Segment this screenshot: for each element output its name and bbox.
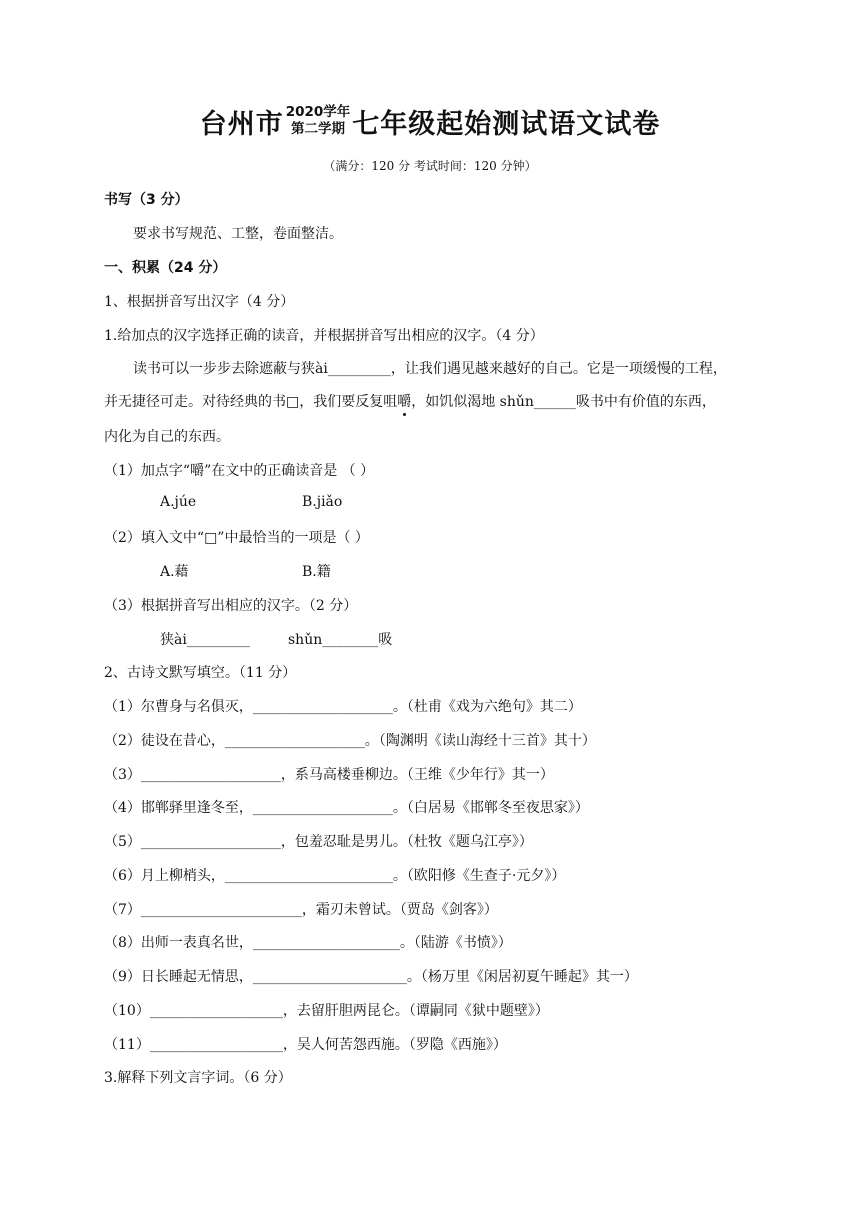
poem-blank-item: （9）日长睡起无情思，______________________。（杨万里《闲居初夏午睡起》其一） [104, 969, 638, 985]
title-year: 2020学年 [285, 104, 351, 120]
passage-text: ，如饥似渴地 shǔn______吸书中有价值的东西， [411, 394, 716, 410]
poem-blank-item: （7）_______________________，霜刃未曾试。（贾岛《剑客》） [104, 902, 498, 918]
poem-blank-item: （5）____________________，包羞忍耻是男儿。（杜牧《题乌江亭》） [104, 834, 533, 850]
poem-blank-item: （11）___________________，吴人何苦怨西施。（罗隐《西施》） [104, 1037, 507, 1053]
title-suffix: 七年级起始测试语文试卷 [352, 108, 661, 140]
q1-title: 1.给加点的汉字选择正确的读音，并根据拼音写出相应的汉字。（4 分） [104, 328, 544, 344]
q3-heading: 3.解释下列文言字词。（6 分） [104, 1070, 292, 1086]
option-b: B.籍 [302, 564, 331, 580]
option-a: A.藉 [160, 564, 189, 580]
option-a: A.júe [160, 494, 197, 510]
page-title [0, 96, 860, 146]
title-term-stack [286, 104, 351, 138]
passage-text: 并无捷径可走。对待经典的书□，我们要反复咀 [104, 394, 398, 410]
pinyin-blank-a: 狭ài_________ [160, 632, 250, 648]
poem-blank-item: （6）月上柳梢头，________________________。（欧阳修《生查子·元夕》） [104, 868, 566, 884]
q1-passage-line3: 内化为自己的东西。 [104, 429, 230, 445]
title-prefix: 台州市 [199, 108, 284, 140]
exam-info: （满分：120 分 考试时间：120 分钟） [323, 159, 537, 173]
poem-blank-item: （8）出师一表真名世，_____________________。（陆游《书愤》） [104, 935, 512, 951]
writing-requirement: 要求书写规范、工整，卷面整洁。 [133, 226, 343, 242]
q1-sub1: （1）加点字“嚼”在文中的正确读音是 （ ） [104, 463, 375, 479]
poem-blank-item: （4）邯郸驿里逢冬至，____________________。（白居易《邯郸冬至夜思家》） [104, 800, 589, 816]
q1-passage-line1: 读书可以一步步去除遮蔽与狭ài_________，让我们遇见越来越好的自己。它是一项缓慢的工程， [133, 361, 727, 377]
q1-sub2: （2）填入文中“□”中最恰当的一项是（ ） [104, 530, 369, 546]
q2-heading: 2、古诗文默写填空。（11 分） [104, 665, 297, 681]
dotted-character: 嚼 [397, 394, 412, 410]
poem-blank-item: （1）尔曹身与名俱灭，____________________。（杜甫《戏为六绝句》其二） [104, 699, 582, 715]
title-semester: 第二学期 [290, 121, 345, 137]
pinyin-blank-b: shǔn________吸 [288, 632, 393, 648]
section1-heading: 一、积累（24 分） [104, 260, 227, 276]
poem-blank-item: （3）____________________，系马高楼垂柳边。（王维《少年行》其一） [104, 767, 554, 783]
q1-label: 1、根据拼音写出汉字（4 分） [104, 294, 295, 310]
writing-heading: 书写（3 分） [104, 192, 189, 208]
q1-sub3: （3）根据拼音写出相应的汉字。（2 分） [104, 598, 358, 614]
option-b: B.jiǎo [302, 494, 343, 510]
q1-passage-line2 [104, 391, 716, 411]
poem-blank-item: （10）___________________，去留肝胆两昆仑。（谭嗣同《狱中题壁》） [104, 1003, 549, 1019]
poem-blank-item: （2）徒设在昔心，____________________。（陶渊明《读山海经十三首》其十） [104, 733, 596, 749]
